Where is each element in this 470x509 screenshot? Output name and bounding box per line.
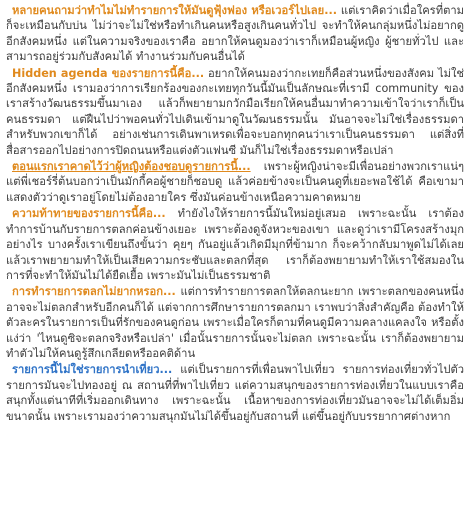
paragraph-5 (6, 284, 464, 361)
paragraph-heading: หลายคนถามว่าทำไมไม่ทำรายการให้มันดูฟุ้งฟอง หรือเวอร์ไปเลย... (12, 4, 337, 17)
paragraph-3 (6, 159, 464, 205)
paragraph-heading: ความท้าทายของรายการนี้คือ... (12, 207, 166, 221)
paragraph-text: ทำยังไงให้รายการนี้มันใหม่อยู่เสมอ เพราะฉะนั้น เราต้องทำการบ้านกับรายการตลกค่อนข้างเยอะ เพราะต้องดูจังหวะของเขา และดูว่าเรามีโครงสร้างมุกอย่างไร บางครั้งเราเขียนถึงขั้นว่า คุยๆ กันอยู่แล้วเกิดมีมุกที่ข้ามาก ก็จะคว้ากลับมาพูดไม่ได้เลยแล้วเราพยายามทำให้เป็นเสียความกระชับและตลกที่สุด เราก็ต้องพยายามทำให้เราใช้สมองในการที่จะทำให้มันไม่ได้ยืดเยื้อ เพราะมันไม่เป็นธรรมชาติ (6, 207, 464, 282)
paragraph-heading: ตอนแรกเราคาดไว้ว่าผู้หญิงต้องชอบดูรายการนี้... (12, 160, 251, 174)
paragraph-text: แต่เป็นรายการที่เพื่อนพาไปเที่ยว รายการท่องเที่ยวทั่วไปตัวรายการมันจะไปทองอยู่ ณ สถานที่ที่พาไปเที่ยว แต่ความสนุกของรายการท่องเที่ยวในแบบเราคือสนุกทั้งแต่นาทีที่เริ่มออกเดินทาง เพราะฉะนั้น เนื้อหาของการท่องเที่ยวมันอาจจะไม่ได้เต็มอิ่มขนาดนั้น เพราะเรามองว่าความสนุกมันไม่ได้ขึ้นอยู่กับสถานที่ แต่ขึ้นอยู่กับบรรยากาศต่างหาก (6, 363, 464, 423)
paragraph-text: แต่เราคิดว่าเมื่อใครที่ตามก็จะเหมือนกับบ่น ไม่ว่าจะไม่ใช่หรือทำเกินคนหรือสูงเกินคนทั่วไป จะทำให้คนกลุ่มหนึ่งไม่อยากดูอีกสังคมหนึ่ง แต่ในความจริงของเราคือ อยากให้คนดูมองว่าเราก็เหมือนผู้หญิง ผู้ชายทั่วไป และสามารถอยู่ร่วมกับสังคมได้ ทำงานร่วมกับคนอื่นได้ (6, 4, 464, 64)
paragraph-heading: รายการนี้ไม่ใช่รายการนำเที่ยว... (12, 363, 173, 377)
paragraph-1 (6, 3, 464, 65)
paragraph-text: เพราะผู้หญิงน่าจะมีเพื่อนอย่างพวกเราแน่ๆ แต่พี่เชอร์รี่ต้นบอกว่าเป็นมักกี้คอผู้ชายก็ชอบดู แล้วค่อยข้างจะเป็นคนดูที่เยอะพอใช้ได้ คือเขามาแสดงตัวว่าดูเราอยู่โดยไม่ต้องอายใคร ซึ่งมันค่อนข้างเหนือความคาดหมาย (6, 160, 464, 204)
paragraph-heading: Hidden agenda ของรายการนี้คือ... (12, 66, 205, 80)
paragraph-2 (6, 66, 464, 158)
paragraph-text: แต่การทำรายการตลกให้ตลกนะยาก เพราะตลกของคนหนึ่งอาจจะไม่ตลกสำหรับอีกคนก็ได้ แต่จากการศึกษารายการตลกมา เราพบว่าสิ่งสำคัญคือ ต้องทำให้ตัวละครในรายการเป็นที่รักของคนดูก่อน เพราะเมื่อใครก็ตามที่คนดูมีความคลางแคลงใจ หรือตั้งแง่ว่า 'ไหนดูซิจะตลกจริงหรือเปล่า' เมื่อนั้นรายการนั้นจะไม่ตลก เพราะฉะนั้น เราก็ต้องพยายามทำตัวไม่ให้คนดูรู้สึกเกลียดหรืออคติด้าน (6, 285, 464, 360)
paragraph-heading: การทำรายการตลกไม่ยากหรอก... (12, 285, 176, 299)
paragraph-6 (6, 362, 464, 424)
paragraph-4 (6, 206, 464, 283)
paragraph-text: อยากให้คนมองว่ากะเทยก็คือส่วนหนึ่งของสังคม ไม่ใช่อีกสังคมหนึ่ง เรามองว่าการเรียกร้องของกะเทยทุกวันนี้มันเป็นลักษณะที่เรามี community ของเราสร้างวัฒนธรรมขึ้นมาเอง แล้วก็พยายามกวักมือเรียกให้คนอื่นมาทำความเข้าใจว่าเราก็เป็นคนธรรมดา แต่ฝืนไปว่าพอคนทั่วไปเดินเข้ามาดูในวัฒนธรรมนั้น มันอาจจะไม่ใช่เรื่องธรรมดาสำหรับพวกเขาก็ได้ อย่างเช่นการเดินพาเหรดเพื่อจะบอกทุกคนว่าเราเป็นคนธรรมดา แต่สิ่งที่สื่อสารออกไปอย่างการปิดถนนหรือแต่งตัวแฟนซี มันก็ไม่ใช่เรื่องธรรมดาหรือเปล่า (6, 66, 464, 157)
